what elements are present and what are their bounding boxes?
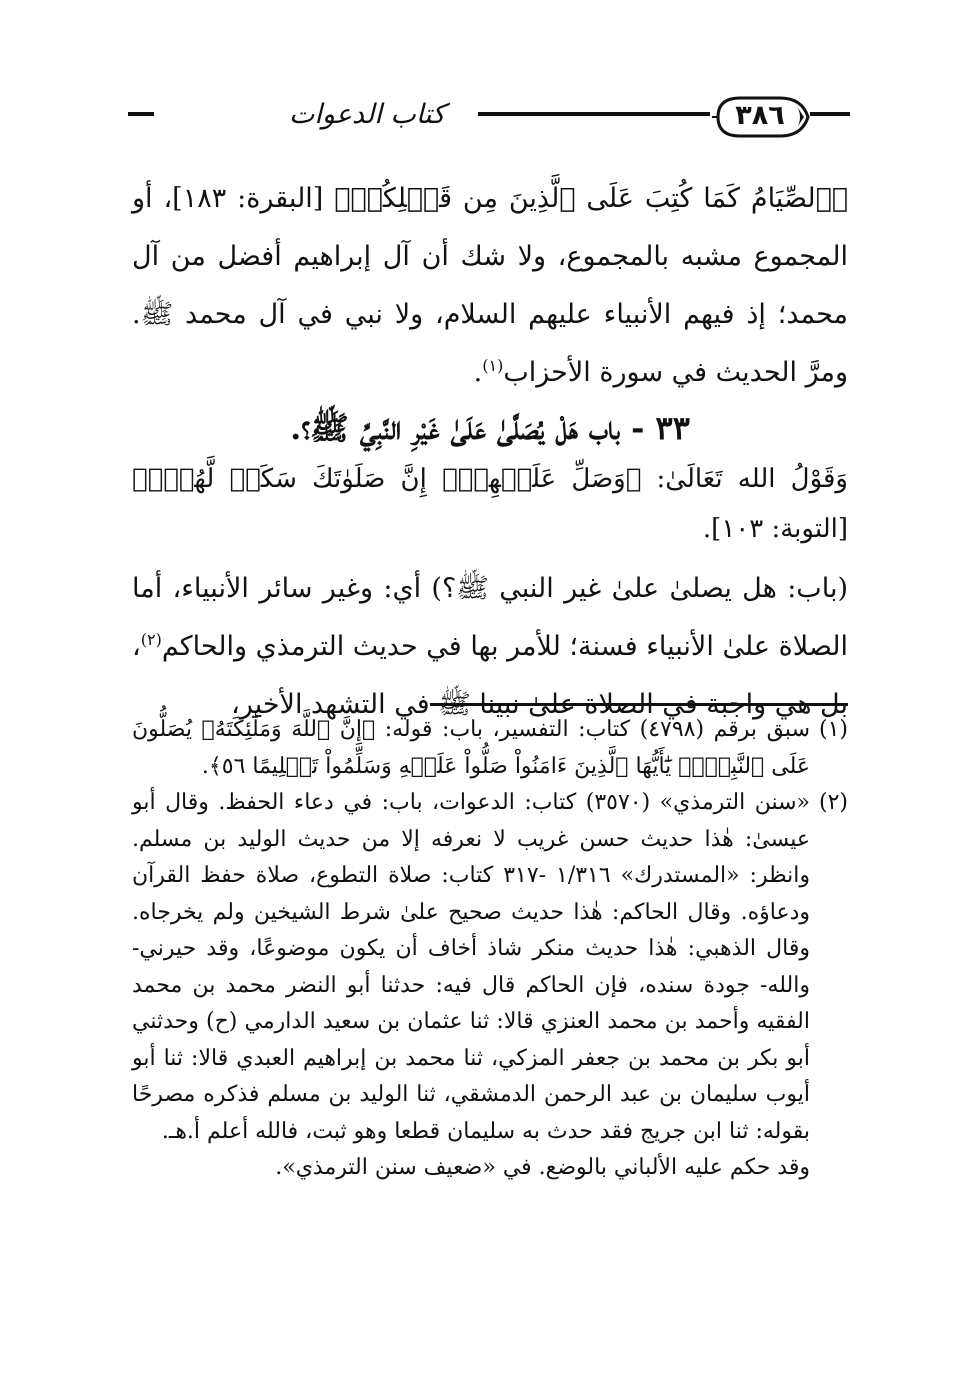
body-paragraph [132, 560, 848, 734]
footnote-marker: (١) [818, 717, 848, 742]
footnotes [132, 712, 848, 1187]
footnote-continuation [132, 1150, 848, 1187]
paragraph-text: (باب: هل يصلىٰ علىٰ غير النبي ﷺ؟) أي: وغير سائر الأنبياء، أما الصلاة علىٰ الأنبياء فسنة؛ للأمر بها في حديث الترمذي والحاكم [132, 573, 848, 662]
header-rule-right [810, 112, 850, 116]
header-rule-middle [478, 112, 710, 116]
footnote-text: وقد حكم عليه الألباني بالوضع. في «ضعيف سنن الترمذي». [275, 1155, 810, 1180]
footnote-separator [430, 703, 848, 706]
running-title: كتاب الدعوات [288, 99, 446, 130]
page-number: ٣٨٦ [735, 100, 785, 131]
footnote-ref-1[interactable]: (١) [482, 356, 504, 375]
footnote-text: سبق برقم (٤٧٩٨) كتاب: التفسير، باب: قوله: ﴿إِنَّ ٱللَّهَ وَمَلَٰٓئِكَتَهُۥ يُصَلُّونَ عَلَى ٱلنَّبِيِّۚ يَٰٓأَيُّهَا ٱلَّذِينَ ءَامَنُواْ صَلُّواْ عَلَيۡهِ وَسَلِّمُواْ تَسۡلِيمًا ٥٦﴾. [132, 717, 810, 779]
footnote-marker: (٢) [818, 790, 848, 815]
running-header [128, 88, 850, 146]
body-paragraph [132, 170, 848, 402]
header-rule-left [128, 112, 154, 116]
paragraph-text: ، بل هي واجبة في الصلاة علىٰ نبينا ﷺ في التشهد الأخير، [132, 631, 848, 720]
footnote-text: «سنن الترمذي» (٣٥٧٠) كتاب: الدعوات، باب: في دعاء الحفظ. وقال أبو عيسىٰ: هٰذا حديث حسن غريب لا نعرفه إلا من حديث الوليد بن مسلم. وانظر: «المستدرك» ١/٣١٦ -٣١٧ كتاب: صلاة التطوع، صلاة حفظ القرآن ودعاؤه. وقال الحاكم: هٰذا حديث صحيح علىٰ شرط الشيخين ولم يخرجاه. وقال الذهبي: هٰذا حديث منكر شاذ أخاف أن يكون موضوعًا، وقد حيرني- والله- جودة سنده، فإن الحاكم قال فيه: حدثنا أبو النضر محمد بن محمد الفقيه وأحمد بن محمد العنزي قالا: ثنا عثمان بن سعيد الدارمي (ح) وحدثني أبو بكر بن محمد بن جعفر المزكي، ثنا محمد بن إبراهيم العبدي قالا: ثنا أبو أيوب سليمان بن عبد الرحمن الدمشقي، ثنا الوليد بن مسلم فذكره مصرحًا بقوله: ثنا ابن جريج فقد حدث به سليمان قطعا وهو ثبت، فالله أعلم أ.هـ. [132, 790, 811, 1144]
chapter-heading: ٣٣ - باب هَلْ يُصَلَّىٰ عَلَىٰ غَيْرِ النَّبِيِّ ﷺ؟. [290, 409, 690, 447]
paragraph-end: . [473, 357, 483, 388]
page-number-cartouche [710, 92, 810, 142]
verse-citation: وَقَوْلُ الله تَعَالَىٰ: ﴿وَصَلِّ عَلَيۡهِمۡۖ إِنَّ صَلَوٰتَكَ سَكَنٞ لَّهُمۡۗ﴾ [التوبة: ١٠٣]. [132, 464, 848, 544]
footnote-ref-2[interactable]: (٢) [140, 630, 162, 649]
footnote [132, 785, 848, 1150]
paragraph-text: ﴿ٱلصِّيَامُ كَمَا كُتِبَ عَلَى ٱلَّذِينَ مِن قَبۡلِكُمۡ﴾ [البقرة: ١٨٣]، أو المجموع مشبه بالمجموع، ولا شك أن آل إبراهيم أفضل من آل محمد؛ إذ فيهم الأنبياء عليهم السلام، ولا نبي في آل محمد ﷺ. ومرَّ الحديث في سورة الأحزاب [132, 183, 849, 388]
footnote [132, 712, 848, 785]
main-text [132, 170, 848, 734]
